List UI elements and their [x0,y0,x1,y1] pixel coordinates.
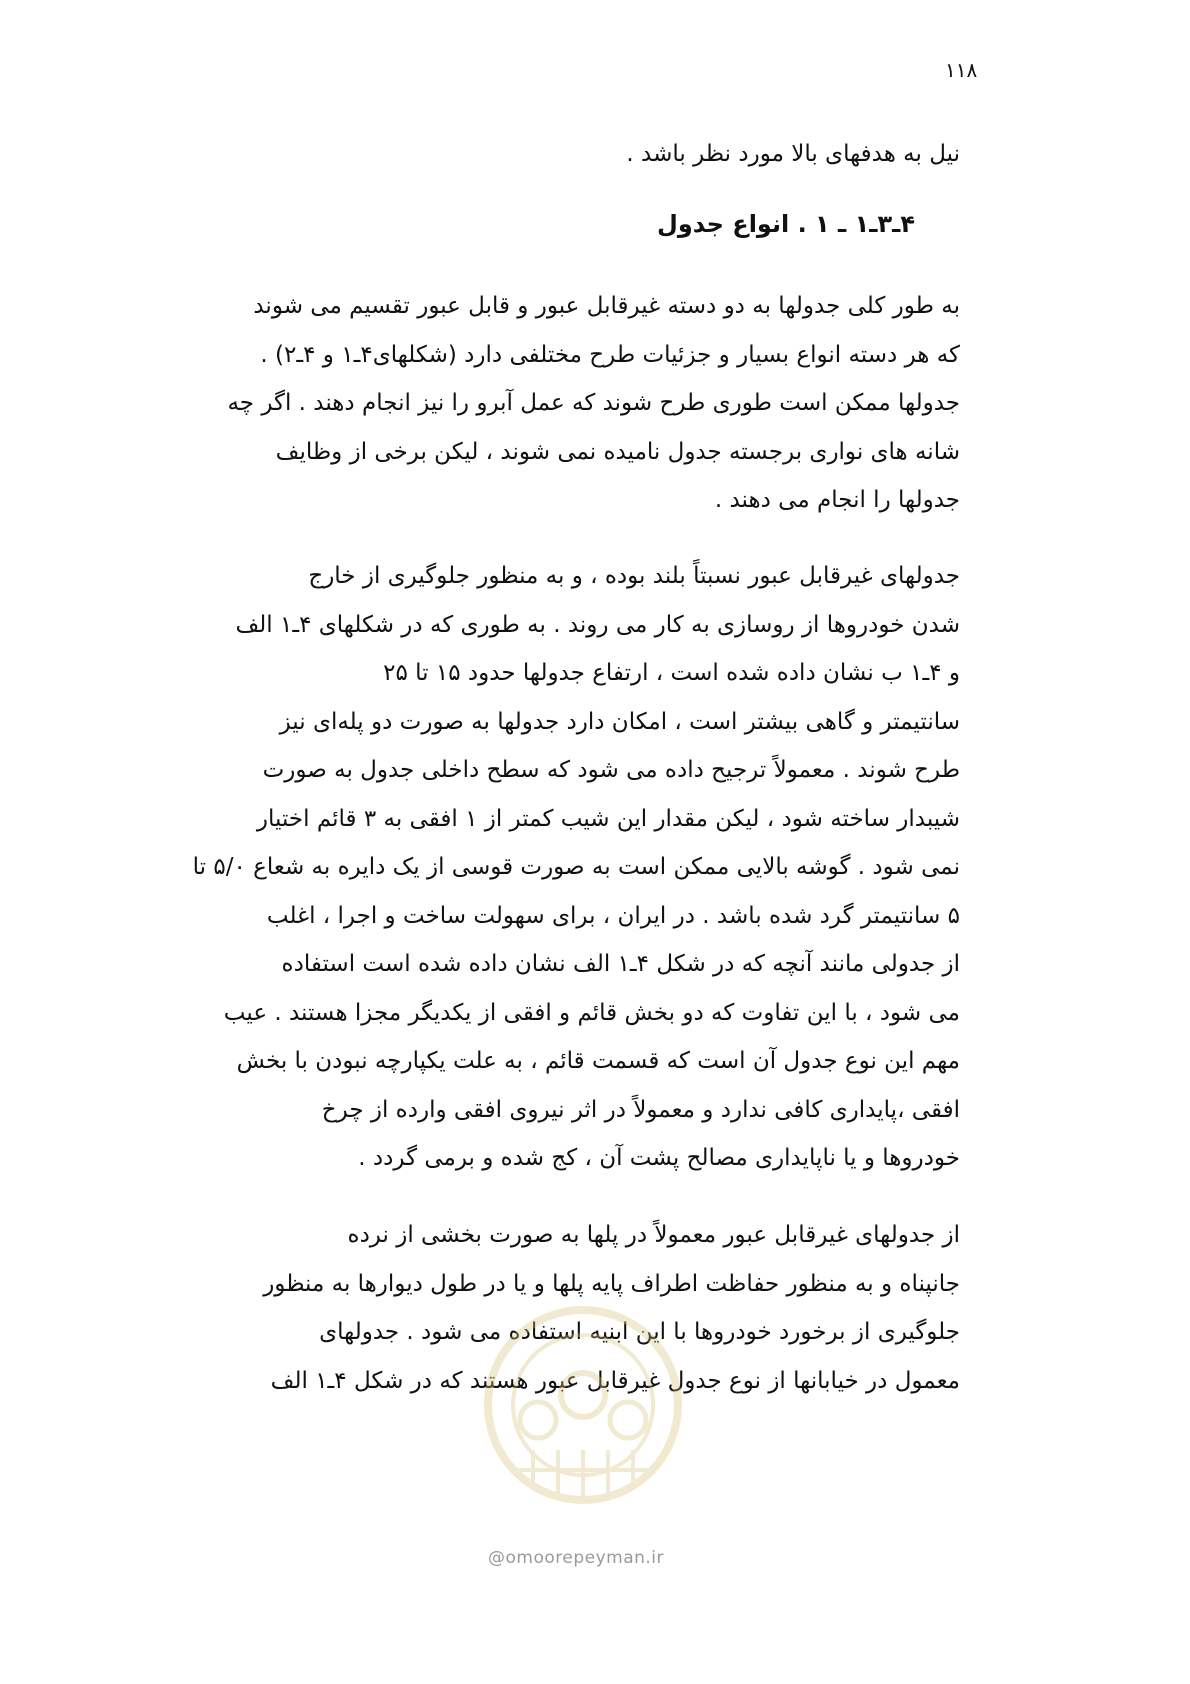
text-line: جلوگیری از برخورد خودروها با این ابنیه استفاده می شود . جدولهای [319,1319,960,1345]
watermark-logo-icon [478,1300,688,1560]
text-line: افقی ،پایداری کافی ندارد و معمولاً در اثر نیروی افقی وارده از چرخ [321,1096,960,1123]
text-line: شانه های نواری برجسته جدول نامیده نمی شوند ، لیکن برخی از وظایف [275,438,960,465]
watermark-url: @omoorepeyman.ir [488,1548,665,1568]
text-line: از جدولهای غیرقابل عبور معمولاً در پلها به صورت بخشی از نرده [347,1222,960,1248]
text-line: نیل به هدفهای بالا مورد نظر باشد . [626,141,960,167]
text-line: و ۴ـ۱ ب نشان داده شده است ، ارتفاع جدولها حدود ۱۵ تا ۲۵ [383,660,960,686]
text-line: که هر دسته انواع بسیار و جزئیات طرح مختلفی دارد (شکلهای۴ـ۱ و ۴ـ۲) . [260,341,960,368]
text-line: معمول در خیابانها از نوع جدول غیرقابل عبور هستند که در شکل ۴ـ۱ الف [270,1367,960,1394]
text-line: شیبدار ساخته شود ، لیکن مقدار این شیب کمتر از ۱ افقی به ۳ قائم اختیار [256,805,960,832]
text-line: نمی شود . گوشه بالایی ممکن است به صورت قوسی از یک دایره به شعاع ۵/۰ تا [192,854,960,880]
text-line: ۵ سانتیمتر گرد شده باشد . در ایران ، برای سهولت ساخت و اجرا ، اغلب [266,902,960,929]
text-line: از جدولی مانند آنچه که در شکل ۴ـ۱ الف نشان داده شده است استفاده [281,951,960,977]
text-line: می شود ، با این تفاوت که دو بخش قائم و افقی از یکدیگر مجزا هستند . عیب [223,999,960,1026]
text-line: طرح شوند . معمولاً ترجیح داده می شود که سطح داخلی جدول به صورت [262,757,960,783]
text-line: جدولها ممکن است طوری طرح شوند که عمل آبرو را نیز انجام دهند . اگر چه [227,390,960,416]
text-line: جدولها را انجام می دهند . [714,487,960,513]
text-line: سانتیمتر و گاهی بیشتر است ، امکان دارد جدولها به صورت دو پله‌ای نیز [279,708,960,735]
text-line: جانپناه و به منظور حفاظت اطراف پایه پلها و یا در طول دیوارها به منظور [263,1270,960,1297]
text-line: به طور کلی جدولها به دو دسته غیرقابل عبور و قابل عبور تقسیم می شوند [253,293,960,319]
text-line: جدولهای غیرقابل عبور نسبتاً بلند بوده ، و به منظور جلوگیری از خارج [308,563,960,589]
text-line: خودروها و یا ناپایداری مصالح پشت آن ، کج شده و برمی گردد . [358,1145,960,1171]
paragraph-1 [175,282,960,525]
text-line: مهم این نوع جدول آن است که قسمت قائم ، به علت یکپارچه نبودن با بخش [236,1048,960,1074]
intro-line [175,130,960,179]
text-line: شدن خودروها از روسازی به کار می روند . به طوری که در شکلهای ۴ـ۱ الف [235,611,960,638]
paragraph-2 [175,552,960,1183]
page-number: ۱۱۸ [945,58,978,82]
section-heading: ۴ـ۳ـ۱ ـ ۱ . انواع جدول [657,210,915,238]
